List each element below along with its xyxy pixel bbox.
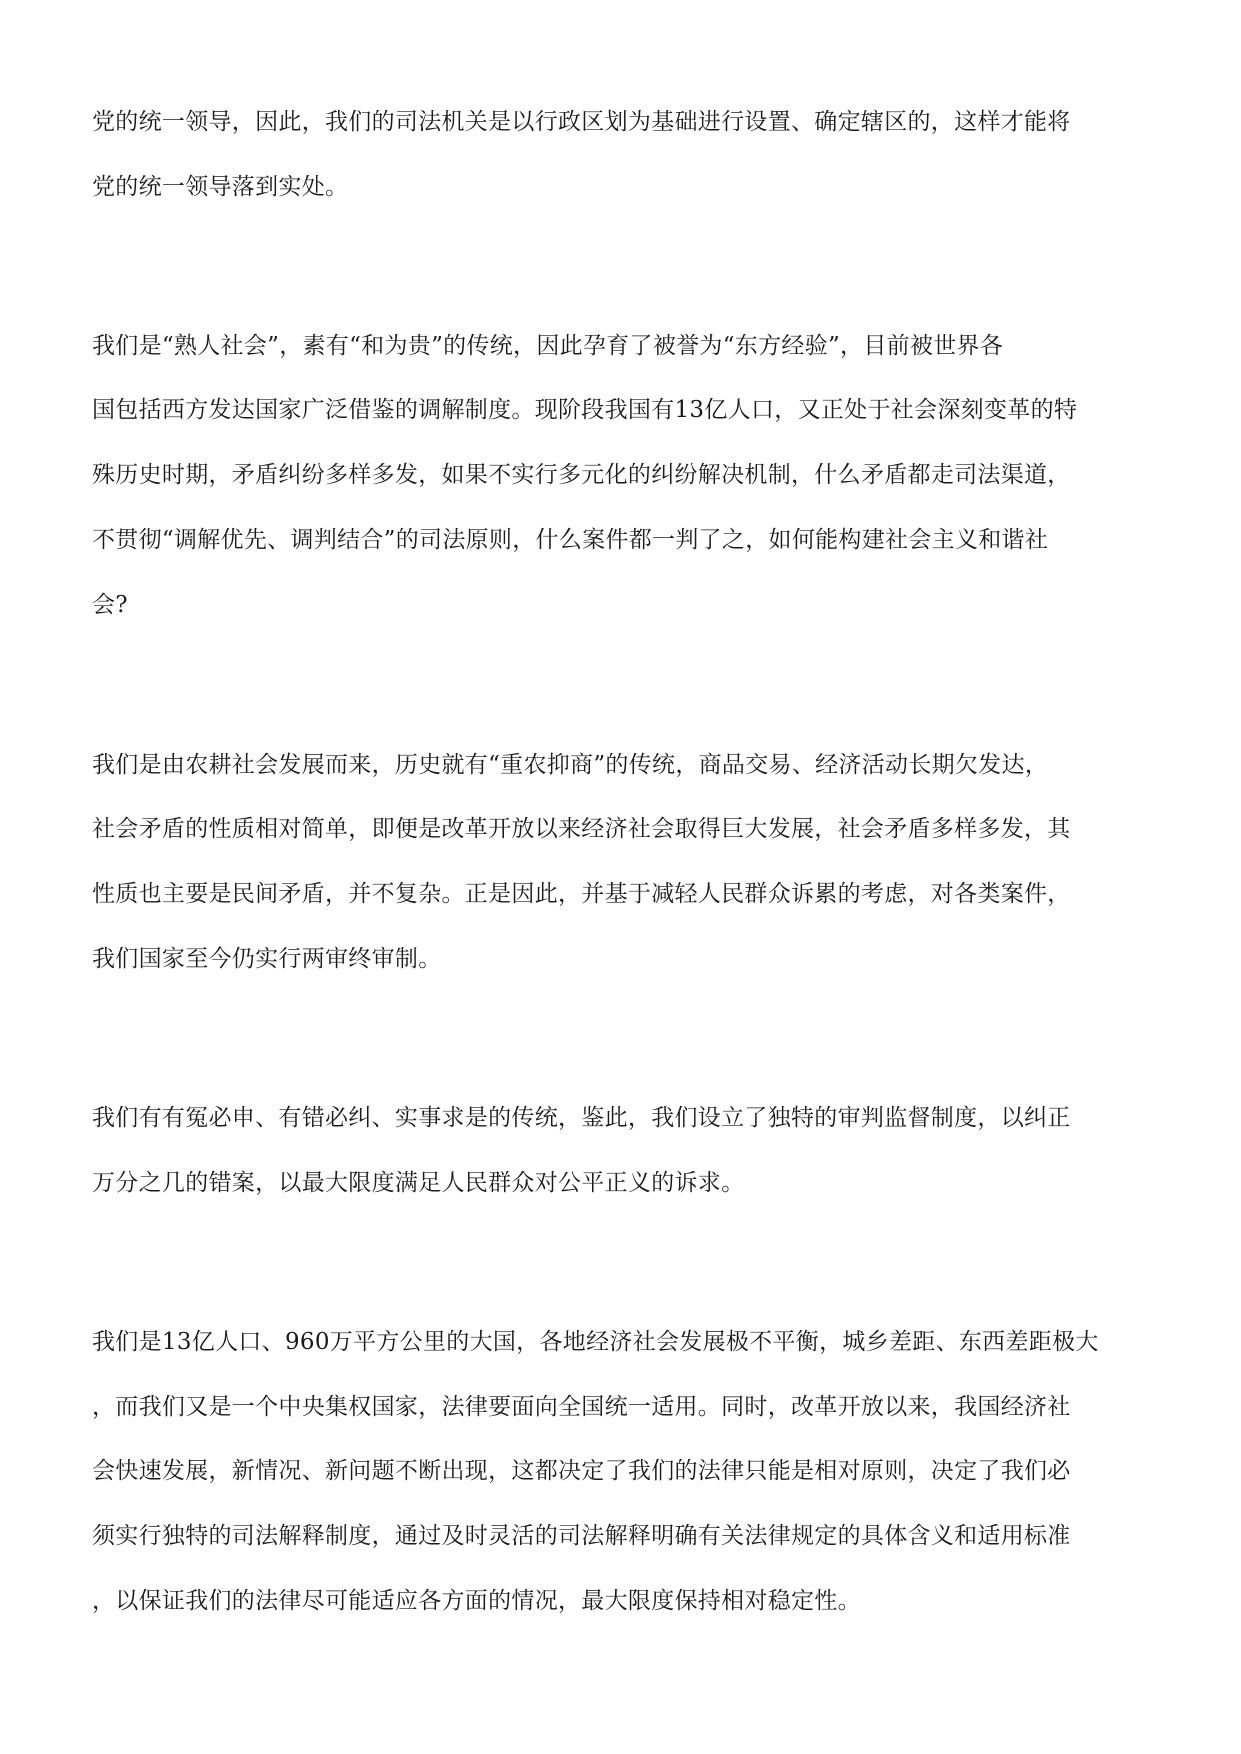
text-line: 国包括西方发达国家广泛借鉴的调解制度。现阶段我国有13亿人口，又正处于社会深刻变革的特: [92, 397, 1078, 423]
text-line: 我们是“熟人社会”，素有“和为贵”的传统，因此孕育了被誉为“东方经验”，目前被世界各: [92, 333, 1004, 359]
text-line: 会?: [92, 592, 128, 618]
text-line: 须实行独特的司法解释制度，通过及时灵活的司法解释明确有关法律规定的具体含义和适用标准: [92, 1523, 1071, 1549]
text-line: 我们是由农耕社会发展而来，历史就有“重农抑商”的传统，商品交易、经济活动长期欠发达，: [92, 752, 1049, 778]
text-line: 殊历史时期，矛盾纠纷多样多发，如果不实行多元化的纠纷解决机制，什么矛盾都走司法渠道，: [92, 462, 1071, 488]
text-line: 会快速发展，新情况、新问题不断出现，这都决定了我们的法律只能是相对原则，决定了我们必: [92, 1458, 1071, 1484]
text-line: 性质也主要是民间矛盾，并不复杂。正是因此，并基于减轻人民群众诉累的考虑，对各类案件，: [92, 881, 1071, 907]
text-line: 党的统一领导，因此，我们的司法机关是以行政区划为基础进行设置、确定辖区的，这样才能将: [92, 109, 1071, 135]
text-line: 万分之几的错案，以最大限度满足人民群众对公平正义的诉求。: [92, 1170, 745, 1196]
text-line: 不贯彻“调解优先、调判结合”的司法原则，什么案件都一判了之，如何能构建社会主义和谐社: [92, 527, 1049, 553]
text-line: ，而我们又是一个中央集权国家，法律要面向全国统一适用。同时，改革开放以来，我国经济社: [92, 1394, 1071, 1420]
text-line: ，以保证我们的法律尽可能适应各方面的情况，最大限度保持相对稳定性。: [92, 1588, 861, 1614]
text-line: 我们国家至今仍实行两审终审制。: [92, 946, 442, 972]
text-line: 我们有有冤必申、有错必纠、实事求是的传统，鉴此，我们设立了独特的审判监督制度，以纠正: [92, 1105, 1071, 1131]
text-line: 社会矛盾的性质相对简单，即便是改革开放以来经济社会取得巨大发展，社会矛盾多样多发，其: [92, 816, 1071, 842]
text-line: 党的统一领导落到实处。: [92, 174, 349, 200]
text-line: 我们是13亿人口、960万平方公里的大国，各地经济社会发展极不平衡，城乡差距、东西差距极大: [92, 1329, 1099, 1355]
